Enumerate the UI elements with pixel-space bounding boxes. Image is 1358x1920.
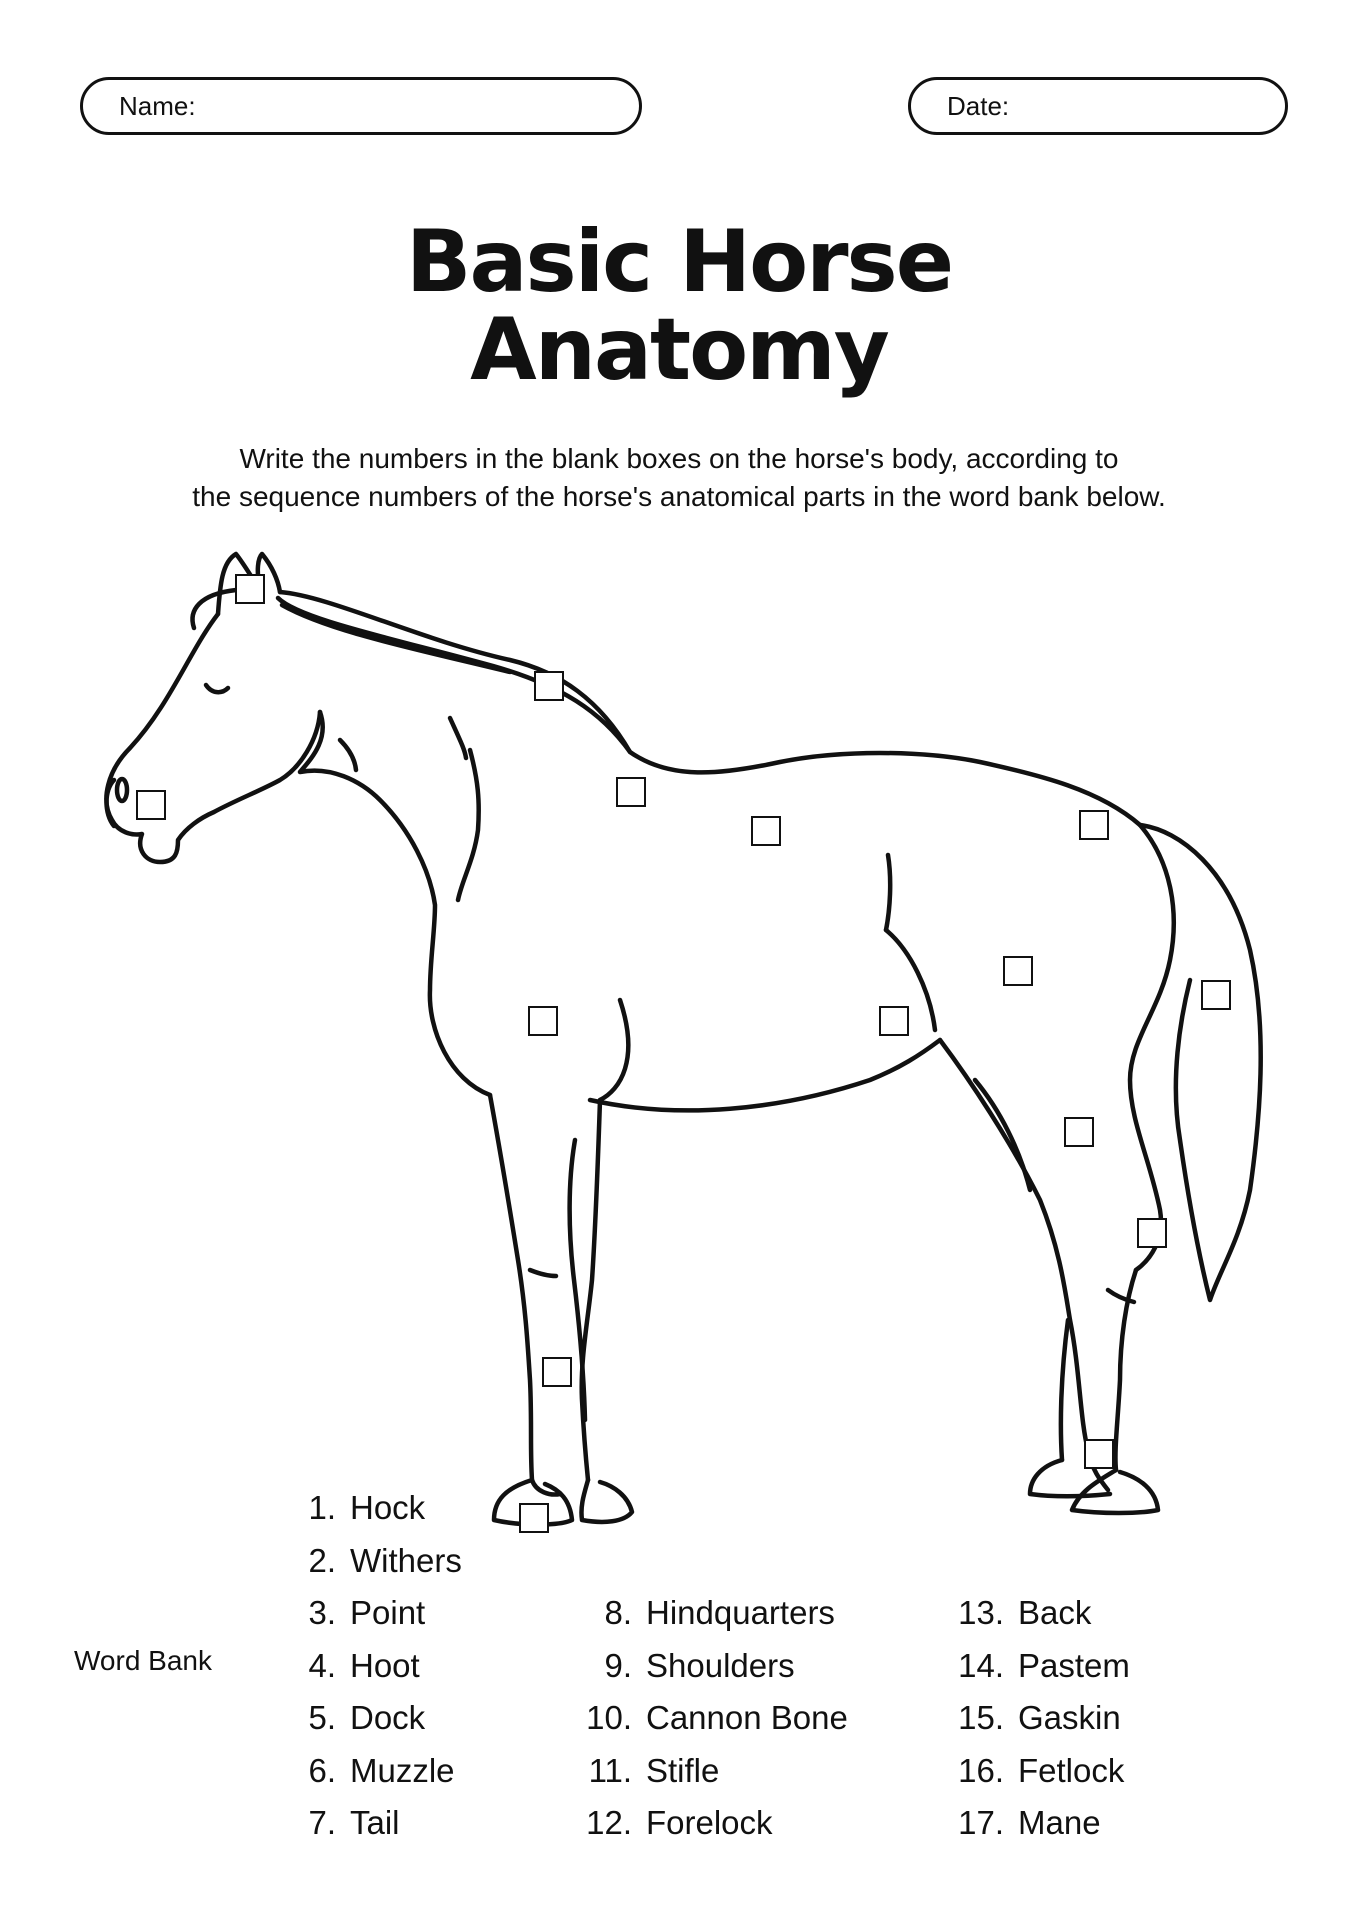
word-bank-item-name: Withers bbox=[350, 1541, 462, 1579]
word-bank-item-number: 12. bbox=[586, 1804, 632, 1841]
horse-hind-leg-outline bbox=[1061, 1320, 1068, 1460]
word-bank-item-name: Point bbox=[350, 1594, 426, 1631]
horse-shoulder-detail bbox=[458, 750, 479, 900]
answer-box[interactable] bbox=[1080, 811, 1108, 839]
word-bank-item bbox=[942, 1640, 1130, 1693]
word-bank-column-2 bbox=[578, 1587, 848, 1850]
word-bank-item-name: Hoot bbox=[350, 1646, 420, 1684]
word-bank-item-number: 13. bbox=[958, 1594, 1004, 1631]
word-bank-item-name: Stifle bbox=[646, 1751, 720, 1789]
word-bank-item-number: 14. bbox=[958, 1646, 1004, 1684]
answer-box[interactable] bbox=[535, 672, 563, 700]
word-bank-item-number: 4. bbox=[308, 1646, 336, 1684]
word-bank-item-number: 8. bbox=[604, 1594, 632, 1631]
instructions-line-1: Write the numbers in the blank boxes on the horse's body, according to bbox=[239, 443, 1119, 474]
word-bank-item-name: Pastem bbox=[1018, 1646, 1130, 1684]
word-bank-item-number: 16. bbox=[958, 1751, 1004, 1789]
word-bank-item-number: 7. bbox=[308, 1804, 336, 1841]
word-bank-item-name: Back bbox=[1018, 1594, 1092, 1631]
page-title-line-1: Basic Horse bbox=[405, 212, 953, 312]
word-bank-item-name: Hindquarters bbox=[646, 1594, 835, 1631]
word-bank-item bbox=[942, 1745, 1130, 1798]
horse-elbow-detail bbox=[600, 1000, 628, 1100]
horse-front-leg-outline bbox=[490, 1095, 560, 1494]
word-bank-item-name: Muzzle bbox=[350, 1751, 455, 1789]
word-bank-column-1 bbox=[288, 1482, 462, 1850]
word-bank-item bbox=[288, 1745, 462, 1798]
answer-box[interactable] bbox=[520, 1504, 548, 1532]
word-bank-item-name: Hock bbox=[350, 1489, 426, 1526]
word-bank-item bbox=[288, 1535, 462, 1588]
name-label: Name: bbox=[119, 90, 196, 121]
word-bank-item bbox=[942, 1587, 1130, 1640]
word-bank-item bbox=[578, 1745, 848, 1798]
horse-knee-detail bbox=[530, 1270, 556, 1276]
horse-nostril-icon bbox=[117, 779, 127, 801]
horse-topline-outline bbox=[280, 592, 1140, 825]
word-bank-item-name: Cannon Bone bbox=[646, 1699, 848, 1736]
word-bank-item-number: 15. bbox=[958, 1699, 1004, 1736]
word-bank-item-number: 3. bbox=[308, 1594, 336, 1631]
word-bank-item-number: 1. bbox=[308, 1489, 336, 1526]
horse-hind-hoof-outline bbox=[1072, 1470, 1158, 1513]
word-bank-item bbox=[288, 1692, 462, 1745]
answer-box[interactable] bbox=[752, 817, 780, 845]
word-bank-item bbox=[942, 1797, 1130, 1850]
word-bank-item-number: 9. bbox=[604, 1646, 632, 1684]
word-bank-item bbox=[578, 1692, 848, 1745]
horse-neck-outline bbox=[300, 712, 490, 1095]
answer-boxes[interactable] bbox=[137, 575, 1230, 1532]
word-bank-item-name: Mane bbox=[1018, 1804, 1101, 1841]
date-label: Date: bbox=[947, 90, 1010, 121]
answer-box[interactable] bbox=[529, 1007, 557, 1035]
answer-box[interactable] bbox=[1085, 1440, 1113, 1468]
word-bank-item-number: 6. bbox=[308, 1751, 336, 1789]
word-bank-item-name: Dock bbox=[350, 1699, 426, 1736]
answer-box[interactable] bbox=[617, 778, 645, 806]
word-bank-item-number: 10. bbox=[586, 1699, 632, 1736]
word-bank-item-number: 5. bbox=[308, 1699, 336, 1736]
horse-belly-outline bbox=[590, 1040, 940, 1110]
horse-front-leg-outline bbox=[582, 1100, 600, 1480]
word-bank-item-name: Fetlock bbox=[1018, 1751, 1125, 1789]
word-bank-item bbox=[288, 1482, 462, 1535]
word-bank-item bbox=[288, 1640, 462, 1693]
horse-face-outline bbox=[106, 614, 320, 862]
word-bank-item bbox=[578, 1640, 848, 1693]
answer-box[interactable] bbox=[1004, 957, 1032, 985]
horse-flank-detail bbox=[886, 855, 890, 930]
horse-hindquarters-outline bbox=[1130, 825, 1174, 1270]
answer-box[interactable] bbox=[543, 1358, 571, 1386]
answer-box[interactable] bbox=[1065, 1118, 1093, 1146]
word-bank-column-3 bbox=[942, 1587, 1130, 1850]
word-bank-item-number: 2. bbox=[308, 1541, 336, 1579]
word-bank-item bbox=[942, 1692, 1130, 1745]
word-bank-item bbox=[578, 1587, 848, 1640]
answer-box[interactable] bbox=[1138, 1219, 1166, 1247]
horse-shoulder-detail bbox=[450, 718, 466, 758]
page-title-line-2: Anatomy bbox=[470, 300, 888, 400]
answer-box[interactable] bbox=[137, 791, 165, 819]
word-bank-item-name: Tail bbox=[350, 1804, 400, 1841]
horse-eye-icon bbox=[206, 685, 228, 692]
horse-hind-leg-outline bbox=[940, 1040, 1108, 1490]
word-bank-item bbox=[288, 1797, 462, 1850]
instructions-line-2: the sequence numbers of the horse's anatomical parts in the word bank below. bbox=[192, 481, 1166, 512]
word-bank-item bbox=[288, 1587, 462, 1640]
word-bank-item-number: 11. bbox=[588, 1751, 632, 1789]
word-bank-item bbox=[578, 1797, 848, 1850]
horse-front-hoof-outline bbox=[581, 1480, 632, 1522]
word-bank-item-name: Gaskin bbox=[1018, 1699, 1121, 1736]
horse-neck-detail bbox=[340, 740, 356, 770]
word-bank-item-number: 17. bbox=[958, 1804, 1004, 1841]
word-bank-item-name: Shoulders bbox=[646, 1646, 795, 1684]
answer-box[interactable] bbox=[1202, 981, 1230, 1009]
word-bank-label: Word Bank bbox=[74, 1645, 212, 1676]
word-bank-item-name: Forelock bbox=[646, 1804, 773, 1841]
answer-box[interactable] bbox=[236, 575, 264, 603]
answer-box[interactable] bbox=[880, 1007, 908, 1035]
